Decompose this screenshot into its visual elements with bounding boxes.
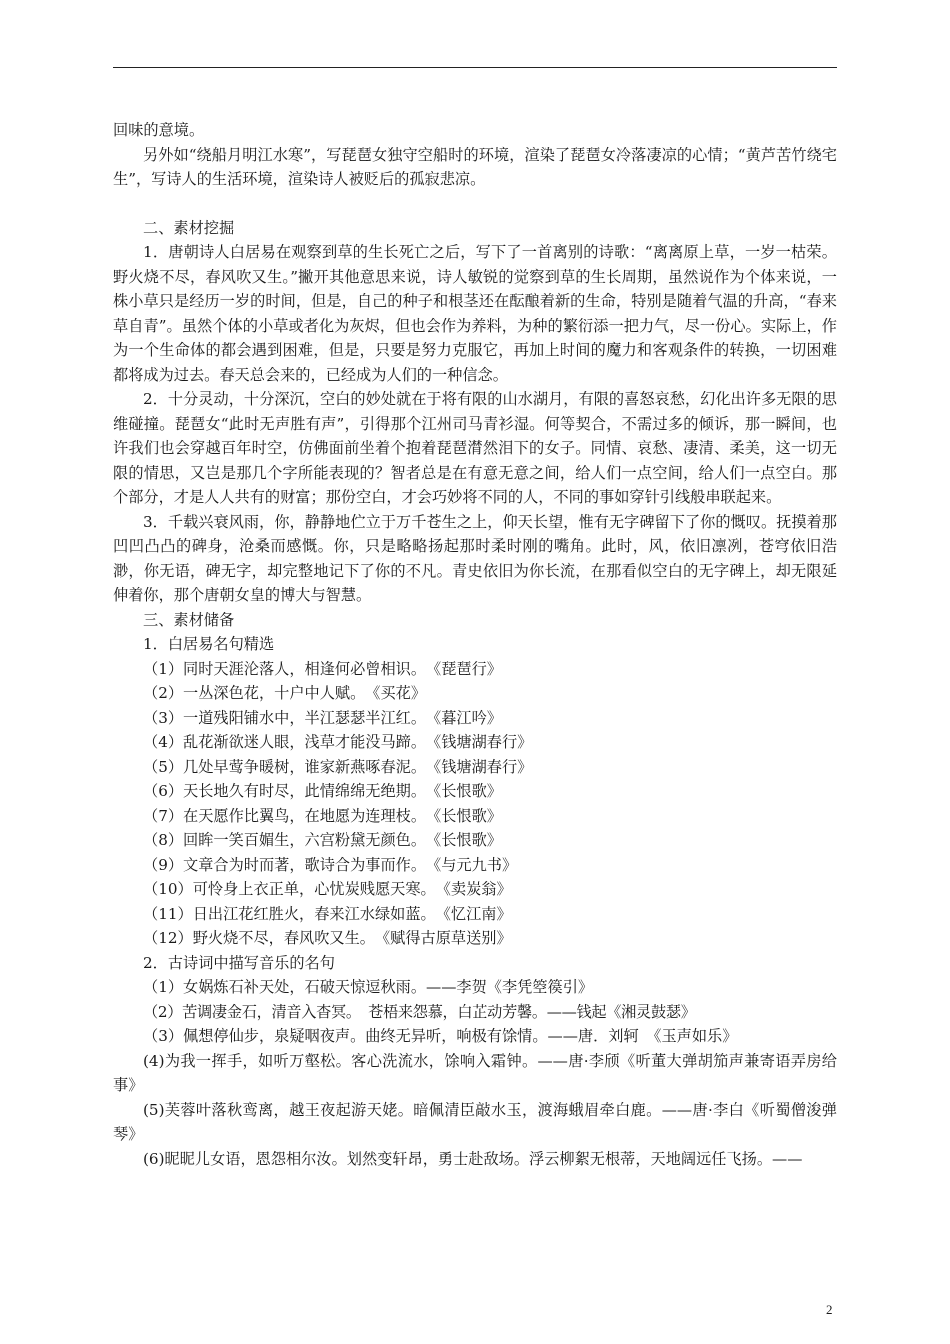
section-heading-2: 二、素材挖掘 xyxy=(143,218,235,237)
section2-paragraph-3: 3．千载兴衰风雨，你，静静地伫立于万千苍生之上，仰天长望，惟有无字碑留下了你的慨叹。抚摸着那凹凹凸凸的碑身，沧桑而感慨。你，只是略略扬起那时柔时刚的嘴角。此时，风，依旧凛冽，苍穹依旧浩渺，你无语，碑无字，却完整地记下了你的不凡。青史依旧为你长流，在那看似空白的无字碑上，却无限延伸着你，那个唐朝女皇的博大与智慧。 xyxy=(113,512,837,604)
quote-item: （8）回眸一笑百媚生，六宫粉黛无颜色。 《长恨歌》 xyxy=(143,831,502,849)
music-quote-item: （3）佩想停仙步，泉疑咽夜声。曲终无异听，响极有馀情。——唐．刘轲 《玉声如乐》 xyxy=(143,1027,738,1045)
quote-item: （12）野火烧不尽，春风吹又生。 《赋得古原草送别》 xyxy=(143,929,512,947)
quote-item: （6）天长地久有时尽，此情绵绵无绝期。 《长恨歌》 xyxy=(143,782,502,800)
quote-item: （2）一丛深色花，十户中人赋。 《买花》 xyxy=(143,684,427,702)
quote-item: （1）同时天涯沦落人，相逢何必曾相识。 《琵琶行》 xyxy=(143,659,502,678)
quote-item: （9）文章合为时而著，歌诗合为事而作。 《与元九书》 xyxy=(143,855,518,874)
quote-item: （5）几处早莺争暖树，谁家新燕啄春泥。 《钱塘湖春行》 xyxy=(143,757,533,776)
header-rule xyxy=(113,67,837,68)
document-body xyxy=(113,118,837,1171)
music-quote-long: (5)芙蓉叶落秋鸾离，越王夜起游天姥。暗佩清臣敲水玉，渡海蛾眉牵白鹿。——唐·李白《听蜀僧浚弹琴》 xyxy=(113,1100,837,1143)
music-quote-item: （1）女娲炼石补天处，石破天惊逗秋雨。——李贺《李凭箜篌引》 xyxy=(143,978,594,996)
intro-paragraph: 另外如“绕船月明江水寒”，写琵琶女独守空船时的环境，渲染了琵琶女冷落凄凉的心情；“黄芦苦竹绕宅生”，写诗人的生活环境，渲染诗人被贬后的孤寂悲凉。 xyxy=(113,145,837,188)
page-number: 2 xyxy=(826,1302,833,1317)
music-quote-long: (6)昵昵儿女语，恩怨相尔汝。划然变轩昂，勇士赴敌场。浮云柳絮无根蒂，天地阔远任飞扬。—— xyxy=(143,1149,803,1168)
quote-item: （10）可怜身上衣正单，心忧炭贱愿天寒。 《卖炭翁》 xyxy=(143,880,512,898)
section-heading-3: 三、素材储备 xyxy=(143,610,235,629)
quote-item: （4）乱花渐欲迷人眼，浅草才能没马蹄。 《钱塘湖春行》 xyxy=(143,733,533,751)
intro-continuation: 回味的意境。 xyxy=(113,121,205,139)
section2-paragraph-1: 1．唐朝诗人白居易在观察到草的生长死亡之后，写下了一首离别的诗歌：“离离原上草，一岁一枯荣。野火烧不尽，春风吹又生。”撇开其他意思来说，诗人敏锐的觉察到草的生长周期，虽然说作为个体来说，一株小草只是经历一岁的时间，但是，自己的种子和根茎还在酝酿着新的生命，特别是随着气温的升高，“春来草自青”。虽然个体的小草或者化为灰烬，但也会作为养料，为种的繁衍添一把力气，尽一份心。实际上，作为一个生命体的都会遇到困难，但是，只要是努力克服它，再加上时间的魔力和客观条件的转换，一切困难都将成为过去。春天总会来的，已经成为人们的一种信念。 xyxy=(113,243,837,384)
music-quote-item: （2）苦调凄金石，清音入杳冥。 苍梧来怨慕，白芷动芳馨。——钱起《湘灵鼓瑟》 xyxy=(143,1002,696,1021)
group2-title: 2．古诗词中描写音乐的名句 xyxy=(143,953,335,972)
music-quote-long: (4)为我一挥手，如听万壑松。客心洗流水，馀响入霜钟。——唐·李颀《听董大弹胡笳声兼寄语弄房给事》 xyxy=(113,1051,837,1094)
quote-item: （7）在天愿作比翼鸟，在地愿为连理枝。 《长恨歌》 xyxy=(143,806,502,825)
section2-paragraph-2: 2．十分灵动，十分深沉，空白的妙处就在于将有限的山水湖月，有限的喜怒哀愁，幻化出许多无限的思维碰撞。琵琶女“此时无声胜有声”，引得那个江州司马青衫湿。何等契合，不需过多的倾诉，那一瞬间，也许我们也会穿越百年时空，仿佛面前坐着个抱着琵琶潸然泪下的女子。同情、哀愁、凄清、柔美，这一切无限的情思，又岂是那几个字所能表现的？智者总是在有意无意之间，给人们一点空间，给人们一点空白。那个部分，才是人人共有的财富；那份空白，才会巧妙将不同的人，不同的事如穿针引线般串联起来。 xyxy=(113,390,837,506)
quote-item: （3）一道残阳铺水中，半江瑟瑟半江红。 《暮江吟》 xyxy=(143,708,502,727)
quote-item: （11）日出江花红胜火，春来江水绿如蓝。 《忆江南》 xyxy=(143,904,512,923)
group1-title: 1．白居易名句精选 xyxy=(143,635,275,653)
